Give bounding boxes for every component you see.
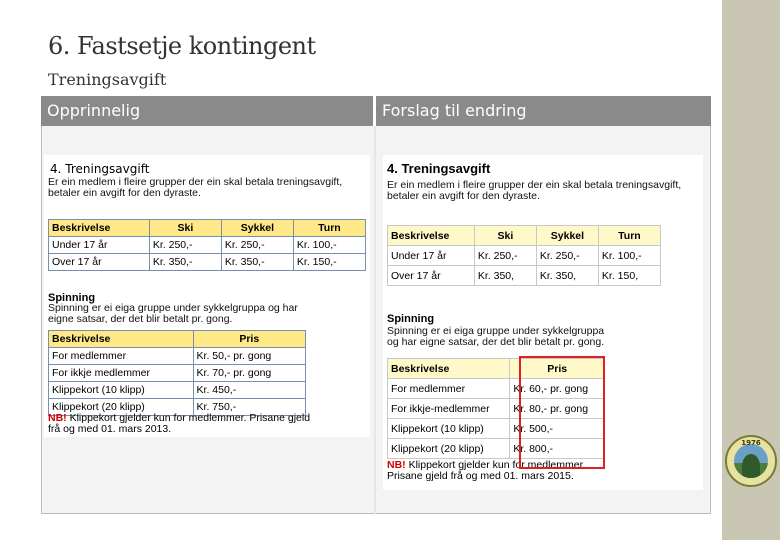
logo-emblem — [734, 444, 768, 478]
fee-cell: Kr. 350, — [474, 266, 536, 286]
fee-cell: Kr. 350, — [536, 266, 598, 286]
fee-cell: Kr. 250,- — [474, 246, 536, 266]
nb-label: NB! — [48, 412, 67, 424]
nb-text: Klippekort gjelder kun for medlemmer. Prisane gjeld frå og med 01. mars 2015. — [387, 459, 586, 482]
fee-header-cell: Ski — [474, 226, 536, 246]
price-highlight-box — [519, 356, 605, 469]
slide-title: 6. Fastsetje kontingent — [48, 32, 316, 60]
club-logo-icon — [725, 435, 777, 487]
fee-cell: Kr. 250,- — [536, 246, 598, 266]
spin-cell: Klippekort (10 klipp) — [49, 382, 194, 399]
spin-cell: Kr. 70,- pr. gong — [193, 365, 305, 382]
logo-mountain — [742, 454, 760, 478]
spin-cell: For ikkje medlemmer — [49, 365, 194, 382]
fee-cell: Kr. 100,- — [293, 237, 365, 254]
spin-cell: Kr. 800,- — [510, 439, 605, 459]
table-row — [49, 254, 366, 271]
fee-cell: Over 17 år — [388, 266, 475, 286]
table-row — [388, 246, 661, 266]
fee-cell: Over 17 år — [49, 254, 150, 271]
doc-title: 4. Treningsavgift — [50, 162, 150, 176]
fee-header-cell: Turn — [293, 220, 365, 237]
spin-cell: Kr. 80,- pr. gong — [510, 399, 605, 419]
spin-cell: For medlemmer — [388, 379, 510, 399]
spin-cell: Kr. 750,- — [193, 399, 305, 416]
column-divider — [374, 96, 376, 514]
spin-header-cell: Pris — [193, 331, 305, 348]
spin-cell: Kr. 450,- — [193, 382, 305, 399]
fee-cell: Kr. 250,- — [221, 237, 293, 254]
fee-cell: Kr. 150,- — [293, 254, 365, 271]
fee-cell: Kr. 350,- — [221, 254, 293, 271]
nb-label: NB! — [387, 459, 406, 471]
fee-cell: Kr. 350,- — [149, 254, 221, 271]
spin-cell: For medlemmer — [49, 348, 194, 365]
logo-year: 1976 — [741, 439, 761, 447]
spin-cell: Klippekort (10 klipp) — [388, 419, 510, 439]
doc-paragraph: Er ein medlem i fleire grupper der ein skal betala treningsavgift, betaler ein avgift for den dyraste. — [387, 179, 682, 202]
fee-table — [48, 219, 366, 271]
spinning-paragraph: Spinning er ei eiga gruppe under sykkelgruppa og har eigne satsar, der det blir betalt pr. gong. — [48, 302, 298, 325]
fee-cell: Kr. 100,- — [598, 246, 660, 266]
table-row — [49, 365, 306, 382]
slide-subtitle: Treningsavgift — [48, 70, 167, 89]
nb-text: Klippekort gjelder kun for medlemmer. Prisane gjeld frå og med 01. mars 2013. — [48, 412, 311, 435]
spin-cell: Kr. 500,- — [510, 419, 605, 439]
spin-cell: Kr. 60,- pr. gong — [510, 379, 605, 399]
fee-header-cell: Ski — [149, 220, 221, 237]
fee-header-cell: Turn — [598, 226, 660, 246]
table-row — [388, 266, 661, 286]
table-header-row — [41, 96, 711, 126]
spin-cell: Klippekort (20 klipp) — [49, 399, 194, 416]
spin-cell: Kr. 50,- pr. gong — [193, 348, 305, 365]
spinning-table — [48, 330, 306, 416]
spinning-title: Spinning — [48, 292, 96, 304]
spinning-paragraph: Spinning er ei eiga gruppe under sykkelgruppa og har eigne satsar, der det blir betalt pr. gong. — [387, 325, 605, 348]
table-row — [49, 382, 306, 399]
table-row — [49, 348, 306, 365]
doc-paragraph: Er ein medlem i fleire grupper der ein skal betala treningsavgift, betaler ein avgift for den dyraste. — [48, 176, 343, 199]
fee-cell: Kr. 150, — [598, 266, 660, 286]
fee-table — [387, 225, 661, 286]
doc-title: 4. Treningsavgift — [387, 161, 491, 176]
fee-header-cell: Sykkel — [221, 220, 293, 237]
fee-cell: Under 17 år — [388, 246, 475, 266]
spinning-title: Spinning — [387, 313, 435, 325]
spin-header-cell: Beskrivelse — [388, 359, 510, 379]
header-proposal: Forslag til endring — [382, 101, 527, 120]
fee-cell: Kr. 250,- — [149, 237, 221, 254]
fee-cell: Under 17 år — [49, 237, 150, 254]
original-document — [44, 155, 370, 437]
spin-header-cell: Pris — [510, 359, 605, 379]
nb-note — [48, 413, 318, 435]
fee-header-cell: Sykkel — [536, 226, 598, 246]
spin-cell: For ikkje-medlemmer — [388, 399, 510, 419]
header-original: Opprinnelig — [47, 101, 141, 120]
fee-header-cell: Beskrivelse — [49, 220, 150, 237]
spin-cell: Klippekort (20 klipp) — [388, 439, 510, 459]
fee-header-cell: Beskrivelse — [388, 226, 475, 246]
table-row — [49, 237, 366, 254]
header-separator — [373, 96, 376, 126]
spin-header-cell: Beskrivelse — [49, 331, 194, 348]
